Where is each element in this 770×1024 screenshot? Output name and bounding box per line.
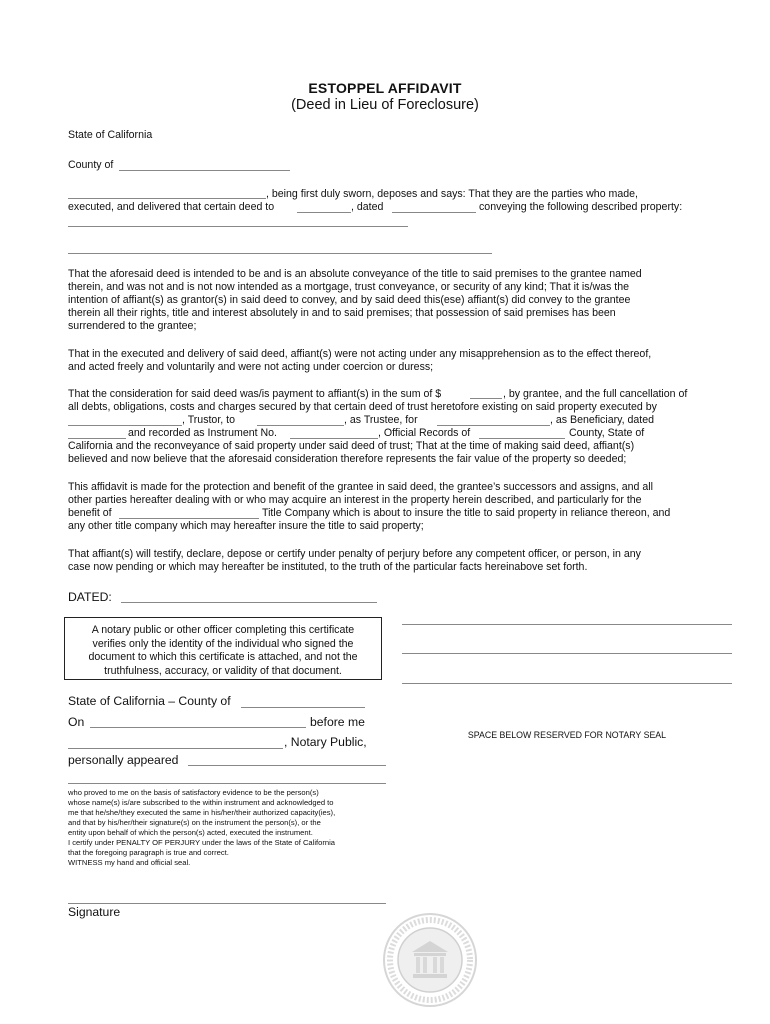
property-line-1[interactable] bbox=[68, 226, 408, 227]
para3-line4a: and recorded as Instrument No. bbox=[128, 427, 277, 439]
ack-statement-line: and that by his/her/their signature(s) on the instrument the person(s), or the bbox=[68, 818, 321, 827]
title-company-blank[interactable] bbox=[119, 518, 259, 519]
sworn-line-2c: conveying the following described property: bbox=[479, 201, 683, 213]
affiant-signature-line-2[interactable] bbox=[402, 653, 732, 654]
notary-seal-label: SPACE BELOW RESERVED FOR NOTARY SEAL bbox=[467, 730, 667, 740]
ack-statement-line: whose name(s) is/are subscribed to the within instrument and acknowledged to bbox=[68, 798, 334, 807]
para3-line1b: , by grantee, and the full cancellation of bbox=[503, 388, 688, 400]
property-line-2[interactable] bbox=[68, 253, 492, 254]
ack-county-blank[interactable] bbox=[241, 707, 365, 708]
county-label: County of bbox=[68, 159, 114, 171]
deed-date-blank[interactable] bbox=[392, 212, 476, 213]
state-line: State of California bbox=[68, 129, 153, 141]
sworn-line-1: , being first duly sworn, deposes and says: That they are the parties who made, bbox=[266, 188, 638, 200]
para3-line1a: That the consideration for said deed was/is payment to affiant(s) in the sum of $ bbox=[68, 388, 442, 400]
sworn-line-2a: executed, and delivered that certain deed to bbox=[68, 201, 275, 213]
para4-line2: other parties hereafter dealing with or who may acquire an interest in the property herein described, and particularly for the bbox=[68, 494, 642, 506]
paragraph-conveyance bbox=[68, 268, 704, 333]
document-subtitle: (Deed in Lieu of Foreclosure) bbox=[291, 97, 479, 113]
ack-on-label: On bbox=[68, 715, 85, 729]
para5-line: case now pending or which may hereafter be instituted, to the truth of the particular facts hereinabove set forth. bbox=[68, 561, 588, 573]
para3-line2: all debts, obligations, costs and charges secured by that certain deed of trust heretofore existing on said property executed by bbox=[68, 401, 657, 413]
trustee-blank[interactable] bbox=[257, 425, 344, 426]
notary-signature-line[interactable] bbox=[68, 903, 386, 904]
records-county-blank[interactable] bbox=[479, 438, 565, 439]
para3-line4b: , Official Records of bbox=[378, 427, 471, 439]
para1-line: therein, and was not and is not now intended as a mortgage, trust conveyance, or security of any kind; That it is/was the bbox=[68, 281, 629, 293]
appeared-blank-1[interactable] bbox=[188, 765, 386, 766]
para4-line3b: Title Company which is about to insure the title to said property in reliance thereon, and bbox=[262, 507, 671, 519]
ack-statement-line: me that he/she/they executed the same in his/her/their authorized capacity(ies), bbox=[68, 808, 336, 817]
para4-line1: This affidavit is made for the protection and benefit of the grantee in said deed, the grantee’s successors and assigns, and all bbox=[68, 481, 653, 493]
ack-state-label: State of California – County of bbox=[68, 694, 231, 708]
signature-label: Signature bbox=[68, 905, 121, 919]
para3-line3a: , Trustor, to bbox=[182, 414, 235, 426]
appeared-blank-2[interactable] bbox=[68, 783, 386, 784]
sum-blank[interactable] bbox=[470, 398, 502, 399]
ack-notary-label: , Notary Public, bbox=[284, 735, 367, 749]
para4-line4: any other title company which may hereafter insure the title to said property; bbox=[68, 520, 424, 532]
para4-line3a: benefit of bbox=[68, 507, 112, 519]
para3-line6: believed and now believe that the aforesaid consideration therefore represents the fair value of the property so deeded; bbox=[68, 453, 627, 465]
notary-notice-line: A notary public or other officer completing this certificate bbox=[91, 624, 355, 636]
ack-statement-line: that the foregoing paragraph is true and correct. bbox=[68, 848, 229, 857]
instrument-no-blank[interactable] bbox=[290, 438, 378, 439]
affiant-signature-line-1[interactable] bbox=[402, 624, 732, 625]
ack-statement-line: who proved to me on the basis of satisfactory evidence to be the person(s) bbox=[68, 788, 319, 797]
para2-line: and acted freely and voluntarily and were not acting under coercion or duress; bbox=[68, 361, 434, 373]
dated-blank[interactable] bbox=[121, 602, 377, 603]
para2-line: That in the executed and delivery of said deed, affiant(s) were not acting under any misapprehension as to the effect thereof, bbox=[68, 348, 652, 360]
trustor-blank[interactable] bbox=[68, 425, 182, 426]
notary-name-blank[interactable] bbox=[68, 748, 283, 749]
document-title: ESTOPPEL AFFIDAVIT bbox=[308, 80, 462, 96]
ack-statement bbox=[68, 788, 398, 868]
para1-line: intention of affiant(s) as grantor(s) in said deed to convey, and by said deed this(ese) affiant(s) did convey to the grantee bbox=[68, 294, 631, 306]
para3-line3c: , as Beneficiary, dated bbox=[550, 414, 655, 426]
dated-label: DATED: bbox=[68, 590, 112, 604]
paragraph-testify bbox=[68, 548, 704, 574]
notary-notice-line: verifies only the identity of the individual who signed the bbox=[92, 637, 354, 650]
ack-statement-line: I certify under PENALTY OF PERJURY under the laws of the State of California bbox=[68, 838, 336, 847]
para1-line: surrendered to the grantee; bbox=[68, 320, 197, 332]
para3-line3b: , as Trustee, for bbox=[344, 414, 418, 426]
paragraph-voluntary bbox=[68, 348, 704, 374]
ack-personally-label: personally appeared bbox=[68, 753, 179, 767]
ack-statement-line: entity upon behalf of which the person(s) acted, executed the instrument. bbox=[68, 828, 313, 837]
affiant-signature-line-3[interactable] bbox=[402, 683, 732, 684]
sworn-line-2b: , dated bbox=[351, 201, 384, 213]
para1-line: That the aforesaid deed is intended to be and is an absolute conveyance of the title to said premises to the grantee named bbox=[68, 268, 642, 280]
notary-notice-line: document to which this certificate is attached, and not the bbox=[88, 651, 358, 663]
notary-notice-box bbox=[64, 617, 382, 680]
para3-line5: California and the reconveyance of said property under said deed of trust; That at the time of making said deed, affiant(s) bbox=[68, 440, 635, 452]
grantee-blank[interactable] bbox=[297, 212, 351, 213]
para5-line: That affiant(s) will testify, declare, depose or certify under penalty of perjury before any competent officer, or person, in any bbox=[68, 548, 641, 560]
affiant-name-blank[interactable] bbox=[68, 198, 266, 199]
county-blank[interactable] bbox=[119, 170, 290, 171]
notary-seal-watermark-icon bbox=[382, 912, 478, 1008]
para3-line4c: County, State of bbox=[569, 427, 645, 439]
ack-before-me-label: before me bbox=[310, 715, 365, 729]
para1-line: therein all their rights, title and interest absolutely in and to said premises; that possession of said premises has been bbox=[68, 307, 616, 319]
ack-date-blank[interactable] bbox=[90, 727, 306, 728]
beneficiary-blank[interactable] bbox=[437, 425, 550, 426]
notary-notice-line: truthfulness, accuracy, or validity of that document. bbox=[104, 664, 342, 677]
trust-date-blank[interactable] bbox=[68, 438, 126, 439]
ack-statement-line: WITNESS my hand and official seal. bbox=[68, 858, 191, 867]
